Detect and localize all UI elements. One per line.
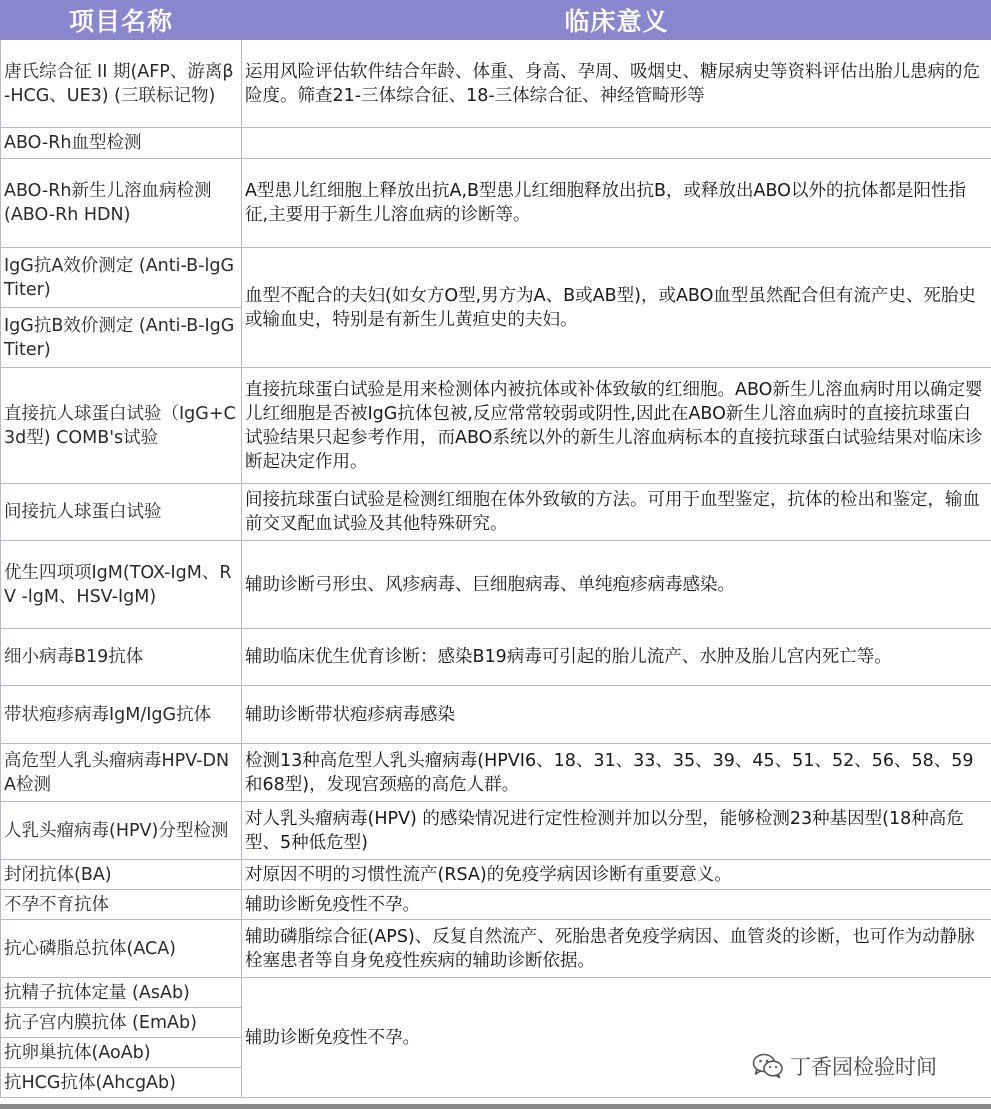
wechat-icon <box>752 1053 784 1079</box>
item-meaning: 对原因不明的习惯性流产(RSA)的免疫学病因诊断有重要意义。 <box>242 860 991 890</box>
item-meaning: A型患儿红细胞上释放出抗A,B型患儿红细胞释放出抗B，或释放出ABO以外的抗体都是阳性指征,主要用于新生儿溶血病的诊断等。 <box>242 159 991 248</box>
item-meaning: 检测13种高危型人乳头瘤病毒(HPVI6、18、31、33、35、39、45、51、52、56、58、59和68型)，发现宫颈癌的高危人群。 <box>242 744 991 802</box>
item-name: IgG抗B效价测定 (Anti-B-IgG Titer) <box>1 308 242 368</box>
item-name: 唐氏综合征 II 期(AFP、游离β-HCG、UE3) (三联标记物) <box>1 40 242 128</box>
item-name: 不孕不育抗体 <box>1 890 242 920</box>
item-name: 细小病毒B19抗体 <box>1 629 242 686</box>
table-row <box>1 40 991 128</box>
item-meaning: 对人乳头瘤病毒(HPV) 的感染情况进行定性检测并加以分型，能够检测23种基因型(18种高危型、5种低危型) <box>242 802 991 860</box>
table-row <box>1 484 991 541</box>
item-name: 抗心磷脂总抗体(ACA) <box>1 920 242 978</box>
item-name: 抗精子抗体定量 (AsAb) <box>1 978 242 1008</box>
item-name: 高危型人乳头瘤病毒HPV-DNA检测 <box>1 744 242 802</box>
item-name: IgG抗A效价测定 (Anti-B-lgG Titer) <box>1 248 242 308</box>
item-name: 直接抗人球蛋白试验（IgG+C3d型) COMB's试验 <box>1 368 242 484</box>
item-meaning: 辅助磷脂综合征(APS)、反复自然流产、死胎患者免疫学病因、血管炎的诊断，也可作为动静脉栓塞患者等自身免疫性疾病的辅助诊断依据。 <box>242 920 991 978</box>
table-row <box>1 744 991 802</box>
table-row <box>1 978 991 1008</box>
item-meaning: 辅助诊断弓形虫、风疹病毒、巨细胞病毒、单纯疱疹病毒感染。 <box>242 541 991 629</box>
item-meaning: 直接抗球蛋白试验是用来检测体内被抗体或补体致敏的红细胞。ABO新生儿溶血病时用以确定婴儿红细胞是否被IgG抗体包被,反应常常较弱或阴性,因此在ABO新生儿溶血病时的直接抗球蛋白试验结果只起参考作用，而ABO系统以外的新生儿溶血病标本的直接抗球蛋白试验结果对临床诊断起决定作用。 <box>242 368 991 484</box>
table-row <box>1 128 991 159</box>
header-item-name: 项目名称 <box>1 1 242 40</box>
item-meaning: 辅助诊断免疫性不孕。 <box>242 890 991 920</box>
table-row <box>1 686 991 744</box>
table-row <box>1 890 991 920</box>
item-meaning: 间接抗球蛋白试验是检测红细胞在体外致敏的方法。可用于血型鉴定，抗体的检出和鉴定，输血前交叉配血试验及其他特殊研究。 <box>242 484 991 541</box>
item-meaning <box>242 128 991 159</box>
table-header-row <box>1 1 991 40</box>
item-name: 封闭抗体(BA) <box>1 860 242 890</box>
header-clinical-meaning: 临床意义 <box>242 1 991 40</box>
item-name: 间接抗人球蛋白试验 <box>1 484 242 541</box>
item-meaning: 辅助临床优生优育诊断：感染B19病毒可引起的胎儿流产、水肿及胎儿宫内死亡等。 <box>242 629 991 686</box>
table-row <box>1 368 991 484</box>
table-row <box>1 541 991 629</box>
watermark-text: 丁香园检验时间 <box>790 1055 937 1079</box>
item-name: 优生四项项IgM(TOX-IgM、RV -lgM、HSV-IgM) <box>1 541 242 629</box>
table-row <box>1 248 991 308</box>
item-name: ABO-Rh新生儿溶血病检测 (ABO-Rh HDN) <box>1 159 242 248</box>
item-name: 抗HCG抗体(AhcgAb) <box>1 1068 242 1098</box>
item-name: 人乳头瘤病毒(HPV)分型检测 <box>1 802 242 860</box>
item-meaning: 运用风险评估软件结合年龄、体重、身高、孕周、吸烟史、糖尿病史等资料评估出胎儿患病的危险度。筛查21-三体综合征、18-三体综合征、神经管畸形等 <box>242 40 991 128</box>
watermark <box>752 1051 937 1081</box>
item-meaning: 辅助诊断带状疱疹病毒感染 <box>242 686 991 744</box>
item-name: 抗卵巢抗体(AoAb) <box>1 1038 242 1068</box>
item-meaning: 血型不配合的夫妇(如女方O型,男方为A、B或AB型)，或ABO血型虽然配合但有流产史、死胎史或输血史，特别是有新生儿黄疸史的夫妇。 <box>242 248 991 368</box>
item-meaning: 辅助诊断免疫性不孕。 <box>242 978 991 1098</box>
table-row <box>1 629 991 686</box>
item-name: 带状疱疹病毒IgM/IgG抗体 <box>1 686 242 744</box>
item-name: 抗子宫内膜抗体 (EmAb) <box>1 1008 242 1038</box>
table-row <box>1 920 991 978</box>
item-name: ABO-Rh血型检测 <box>1 128 242 159</box>
bottom-border <box>0 1104 991 1109</box>
table-row <box>1 159 991 248</box>
table-row <box>1 860 991 890</box>
table-row <box>1 802 991 860</box>
